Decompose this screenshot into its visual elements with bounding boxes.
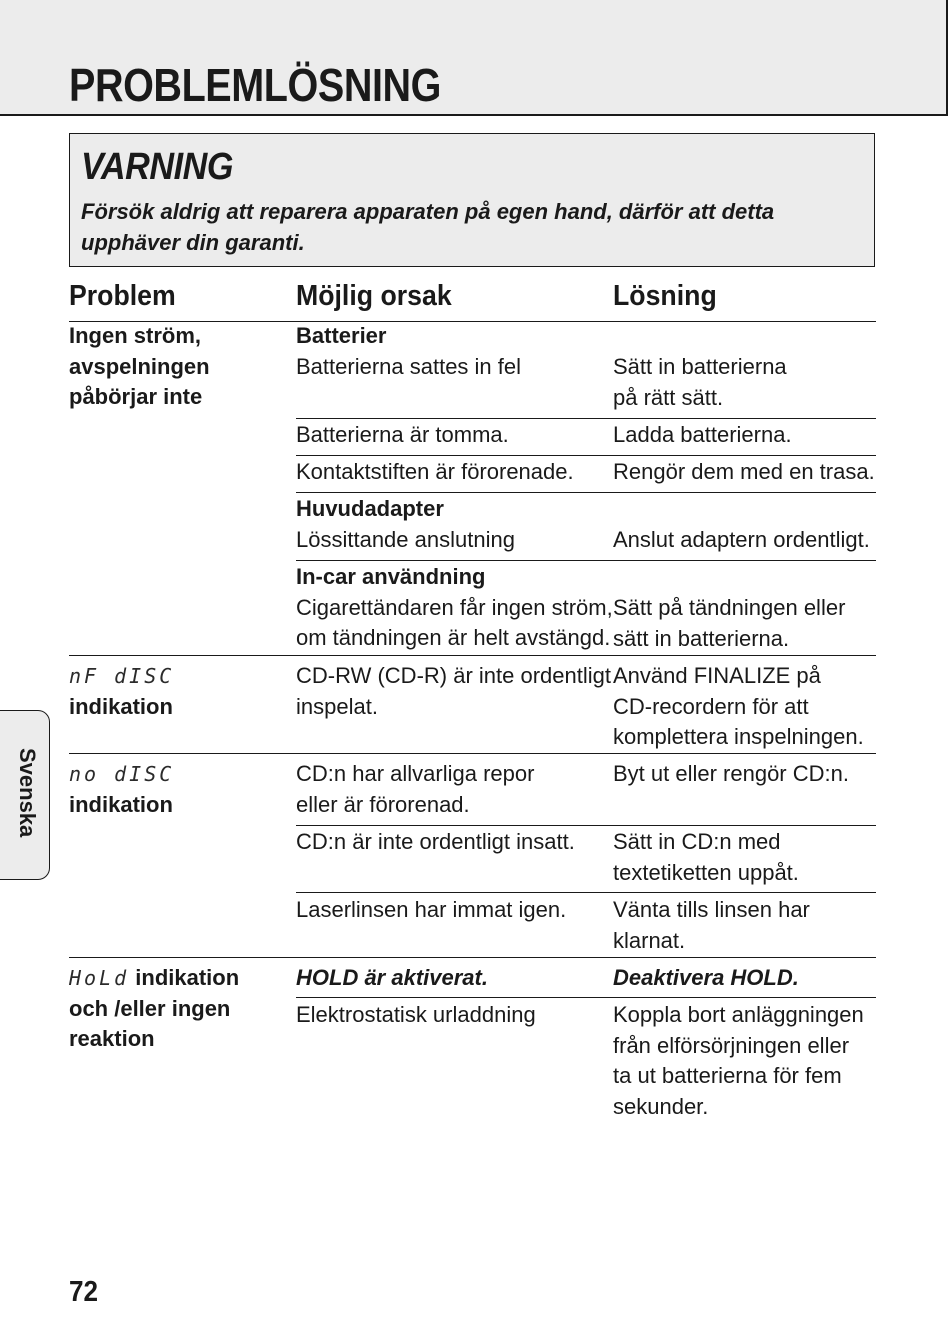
cause-cell xyxy=(296,457,574,488)
column-header-problem: Problem xyxy=(69,280,176,312)
problem-line: påbörjar inte xyxy=(69,384,203,410)
problem-no-disc xyxy=(69,759,174,820)
cause-cell xyxy=(296,562,613,654)
cause-heading: Batterier xyxy=(296,323,387,348)
lcd-display-text: no dISC xyxy=(69,762,175,786)
solution-cell xyxy=(613,963,799,994)
solution-line: Rengör dem med en trasa. xyxy=(613,459,875,484)
column-header-cause: Möjlig orsak xyxy=(296,280,452,312)
cause-cell xyxy=(296,420,509,451)
cause-cell xyxy=(296,759,534,820)
cause-line: Cigarettändaren får ingen ström, xyxy=(296,594,613,620)
cause-line: Kontaktstiften är förorenade. xyxy=(296,459,574,484)
problem-line: indikation xyxy=(69,791,173,817)
column-header-solution: Lösning xyxy=(613,280,717,312)
solution-line: ta ut batterierna för fem xyxy=(613,1063,842,1089)
solution-line: komplettera inspelningen. xyxy=(613,724,864,750)
cause-cell xyxy=(296,494,515,555)
cause-line: CD:n är inte ordentligt insatt. xyxy=(296,829,575,854)
section-rule xyxy=(69,753,876,754)
row-rule xyxy=(296,455,876,456)
cause-line: Batterierna är tomma. xyxy=(296,422,509,447)
cause-cell xyxy=(296,321,521,382)
row-rule xyxy=(296,560,876,561)
solution-line: Byt ut eller rengör CD:n. xyxy=(613,761,849,786)
cause-heading: Huvudadapter xyxy=(296,496,444,521)
solution-line: Sätt på tändningen eller xyxy=(613,595,846,620)
cause-cell xyxy=(296,827,575,858)
section-rule xyxy=(69,957,876,958)
row-rule xyxy=(296,892,876,893)
solution-line: Använd FINALIZE på xyxy=(613,663,821,688)
page-number: 72 xyxy=(69,1276,99,1308)
row-rule xyxy=(296,825,876,826)
problem-line: indikation xyxy=(129,965,240,990)
cause-line: Batterierna sattes in fel xyxy=(296,353,522,379)
cause-line: om tändningen är helt avstängd. xyxy=(296,625,611,651)
cause-cell xyxy=(296,661,611,722)
page-title: PROBLEMLÖSNING xyxy=(69,59,442,111)
section-rule xyxy=(69,655,876,656)
solution-line: Ladda batterierna. xyxy=(613,422,792,447)
cause-line: Laserlinsen har immat igen. xyxy=(296,897,567,922)
solution-cell xyxy=(613,661,864,753)
problem-no-power xyxy=(69,321,210,413)
solution-line: Sätt in batterierna xyxy=(613,354,787,379)
solution-cell xyxy=(613,827,799,888)
solution-cell xyxy=(613,1000,864,1123)
cause-cell xyxy=(296,1000,536,1031)
problem-nf-disc xyxy=(69,661,174,722)
row-rule xyxy=(296,492,876,493)
lcd-display-text: nF dISC xyxy=(69,664,175,688)
row-rule xyxy=(296,418,876,419)
solution-line: sekunder. xyxy=(613,1094,709,1120)
cause-line: Elektrostatisk urladdning xyxy=(296,1002,536,1027)
warning-text: Försök aldrig att reparera apparaten på egen hand, därför att detta upphäver din garanti. xyxy=(81,199,775,255)
solution-line: Anslut adaptern ordentligt. xyxy=(613,527,870,552)
warning-title: VARNING xyxy=(81,146,234,188)
language-tab-label: Svenska xyxy=(15,748,40,838)
solution-cell xyxy=(613,457,875,488)
cause-line: CD:n har allvarliga repor xyxy=(296,761,535,786)
solution-line: textetiketten uppåt. xyxy=(613,859,799,885)
solution-cell xyxy=(613,895,810,956)
cause-heading: In-car användning xyxy=(296,564,486,589)
solution-line: från elförsörjningen eller xyxy=(613,1032,850,1058)
solution-line: Sätt in CD:n med xyxy=(613,829,781,854)
solution-cell xyxy=(613,759,849,790)
solution-cell xyxy=(613,352,787,413)
problem-hold xyxy=(69,963,239,1055)
solution-cell xyxy=(613,525,870,556)
problem-line: Ingen ström, xyxy=(69,323,202,348)
solution-line: Koppla bort anläggningen xyxy=(613,1002,864,1027)
solution-line: Deaktivera HOLD. xyxy=(613,965,799,990)
solution-line: Vänta tills linsen har xyxy=(613,897,810,922)
cause-cell xyxy=(296,963,488,994)
solution-line: CD-recordern för att xyxy=(613,693,809,719)
solution-line: klarnat. xyxy=(613,927,686,953)
problem-line: reaktion xyxy=(69,1026,155,1052)
lcd-display-text: HoLd xyxy=(69,966,130,990)
solution-cell xyxy=(613,593,845,654)
cause-line: CD-RW (CD-R) är inte ordentligt xyxy=(296,663,611,688)
solution-cell xyxy=(613,420,792,451)
row-rule xyxy=(296,997,876,998)
cause-line: HOLD är aktiverat. xyxy=(296,965,488,990)
cause-line: Lössittande anslutning xyxy=(296,526,515,552)
problem-line: avspelningen xyxy=(69,353,210,379)
cause-line: eller är förorenad. xyxy=(296,791,470,817)
solution-line: på rätt sätt. xyxy=(613,384,724,410)
problem-line: indikation xyxy=(69,693,173,719)
cause-line: inspelat. xyxy=(296,693,378,719)
problem-line: och /eller ingen xyxy=(69,995,231,1021)
solution-line: sätt in batterierna. xyxy=(613,625,790,651)
warning-box xyxy=(69,133,875,267)
cause-cell xyxy=(296,895,566,926)
